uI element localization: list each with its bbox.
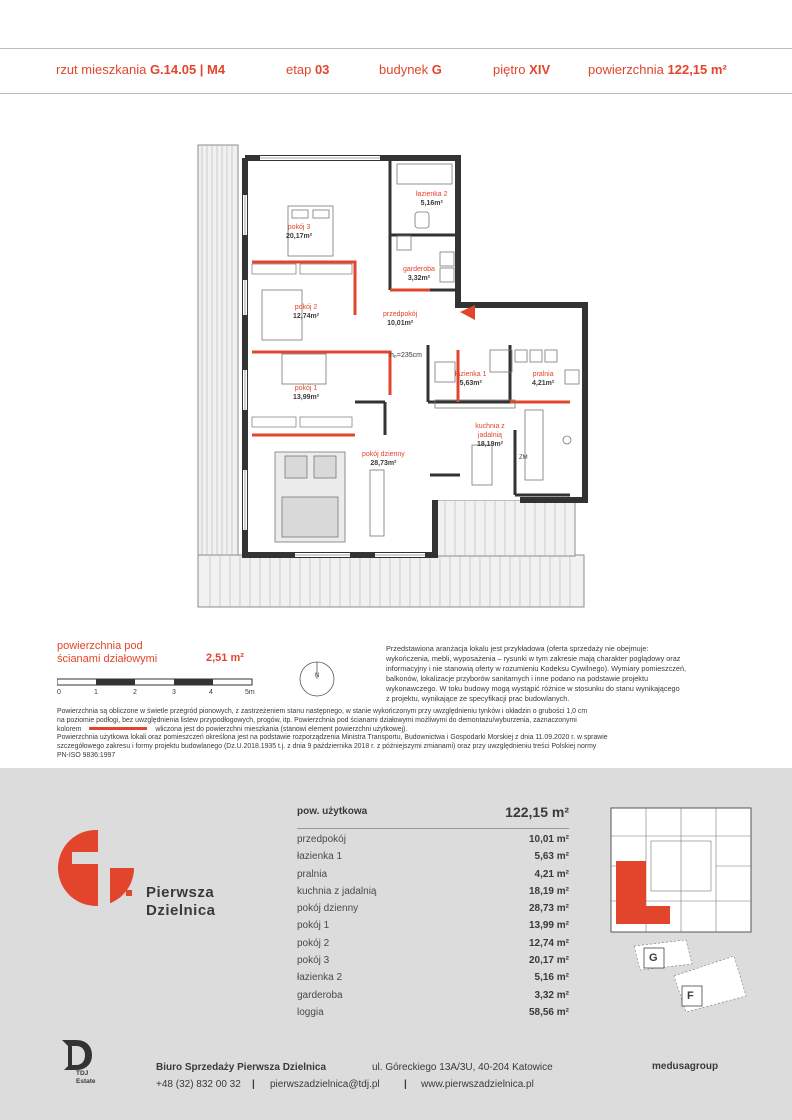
area-value: 122,15 — [667, 62, 708, 77]
area-table — [297, 806, 569, 1022]
room-label: pokój 1 13,99m² — [293, 385, 320, 401]
building-f-label: F — [687, 990, 694, 1002]
room-label: pokój 3 20,17m² — [286, 224, 313, 240]
key-plan — [606, 806, 756, 1016]
table-row: pokój 2 12,74 m² — [297, 937, 569, 949]
building-label: budynek — [379, 62, 429, 77]
plan-label: rzut mieszkania — [56, 62, 147, 77]
floor-plan — [190, 140, 600, 615]
area-unit: m² — [710, 62, 727, 77]
room-label: pokój dzienny 28,73m² — [362, 451, 405, 467]
office-website[interactable]: www.pierwszadzielnica.pl — [421, 1079, 534, 1090]
building-value: G — [431, 62, 442, 77]
plan-field — [56, 62, 225, 77]
room-label: kuchnia z jadalnią 18,19m² — [475, 423, 505, 448]
loggia-south — [198, 555, 584, 607]
office-address: ul. Góreckiego 13A/3U, 40-204 Katowice — [372, 1062, 553, 1073]
table-row: pokój 3 20,17 m² — [297, 955, 569, 967]
floor-field — [493, 62, 550, 77]
medusa-logo: medusagroup — [652, 1061, 719, 1072]
partition-value: 2,51 m² — [206, 652, 244, 664]
brand-square-icon — [126, 890, 132, 896]
office-email[interactable]: pierwszadzielnica@tdj.pl — [270, 1079, 380, 1090]
tdj-logo-icon — [58, 1038, 94, 1072]
room-label: łazienka 2 5,16m² — [416, 191, 448, 207]
floor-value: XIV — [529, 62, 551, 77]
table-row: przedpokój 10,01 m² — [297, 834, 569, 845]
table-row: łazienka 2 5,16 m² — [297, 972, 569, 984]
ceiling-height: hₚ=235cm — [390, 352, 422, 359]
key-plan-drawing — [606, 806, 756, 1016]
table-row: loggia 58,56 m² — [297, 1006, 569, 1018]
building-g-label: G — [649, 952, 658, 964]
office-phone[interactable]: +48 (32) 832 00 32 — [156, 1079, 241, 1090]
partition-label: powierzchnia pod ścianami działowymi — [57, 640, 158, 665]
table-row: kuchnia z jadalnią 18,19 m² — [297, 885, 569, 897]
room-label: pokój 2 12,74m² — [293, 304, 320, 320]
table-row: pralnia 4,21 m² — [297, 868, 569, 880]
north-arrow-icon: N — [298, 660, 336, 698]
floor-label: piętro — [493, 62, 526, 77]
tdj-logo: TDJ Estate — [58, 1038, 98, 1088]
sales-office: Biuro Sprzedaży Pierwsza Dzielnica — [156, 1062, 327, 1073]
brand-logo-icon — [58, 828, 138, 928]
area-field — [588, 62, 727, 77]
partition-color-swatch — [89, 727, 147, 730]
building-field — [379, 62, 442, 77]
table-row: garderoba 3,32 m² — [297, 989, 569, 1001]
brand-logo — [58, 828, 228, 928]
disclaimer-bottom: Powierzchnia są obliczone w świetle przegród pionowych, z zastrzeżeniem stanu następnego, w stanie wykończonym przy uwzględnieniu tynków i okładzin o grubości 1,0 cm na poziomie podłogi, bez uwzględnienia listew przypodłogowych, progów, itp. Powierzchnia pod ścianami działowymi możliwymi do demontażu/wyburzenia, zaznaczonymi kolorem wliczona jest do powierzchni mieszkania (stanowi element powierzchni użytkowej). Powierzchnia użytkowa lokali oraz pomieszczeń określona jest na podstawie rozporządzenia Ministra Transportu, Budownictwa i Gospodarki Morskiej z dnia 11.09.2020 r. w sprawie szczegółowego zakresu i formy projektu budowlanego (Dz.U.2018.1935 t.j. z dnia 9 października 2018 r. z późniejszymi zmianami) oraz przy uwzględnieniu treści Polskiej normy PN-ISO 9836:1997 — [57, 708, 608, 759]
room-label: łazienka 1 5,63m² — [455, 371, 487, 387]
room-label: garderoba 3,32m² — [403, 266, 435, 282]
table-row: łazienka 1 5,63 m² — [297, 851, 569, 863]
table-row: pokój dzienny 28,73 m² — [297, 903, 569, 915]
room-label: pralnia 4,21m² — [532, 371, 555, 387]
room-label: przedpokój 10,01m² — [383, 311, 418, 327]
stage-label: etap — [286, 62, 312, 77]
area-label: powierzchnia — [588, 62, 664, 77]
plan-header — [0, 48, 792, 94]
table-row: pokój 1 13,99 m² — [297, 920, 569, 932]
brand-name: Pierwsza Dzielnica — [146, 884, 216, 919]
scale-bar: 0 1 2 3 4 5m — [57, 678, 257, 708]
table-header: pow. użytkowa 122,15 m² — [297, 806, 569, 829]
zm-label: ZM — [519, 455, 528, 461]
plan-value: G.14.05 | M4 — [149, 62, 226, 77]
stage-value: 03 — [314, 62, 330, 77]
stage-field — [286, 62, 329, 77]
disclaimer-right: Przedstawiona aranżacja lokalu jest przykładowa (oferta sprzedaży nie obejmuje: wykończenia, mebli, wyposażenia – rysunki w tym zakresie mają charakter poglądowy oraz informacyjny i nie stanowią oferty w rozumieniu Kodeksu Cywilnego). Wymiary pomieszczeń, balkonów, lokalizacje przyborów sanitarnych i inne podano na podstawie projektu wykonawczego. W toku budowy mogą wystąpić różnice w stosunku do stanu wynikającego z projektu, wynikające ze specyfikacji prac budowlanych. — [386, 644, 687, 703]
